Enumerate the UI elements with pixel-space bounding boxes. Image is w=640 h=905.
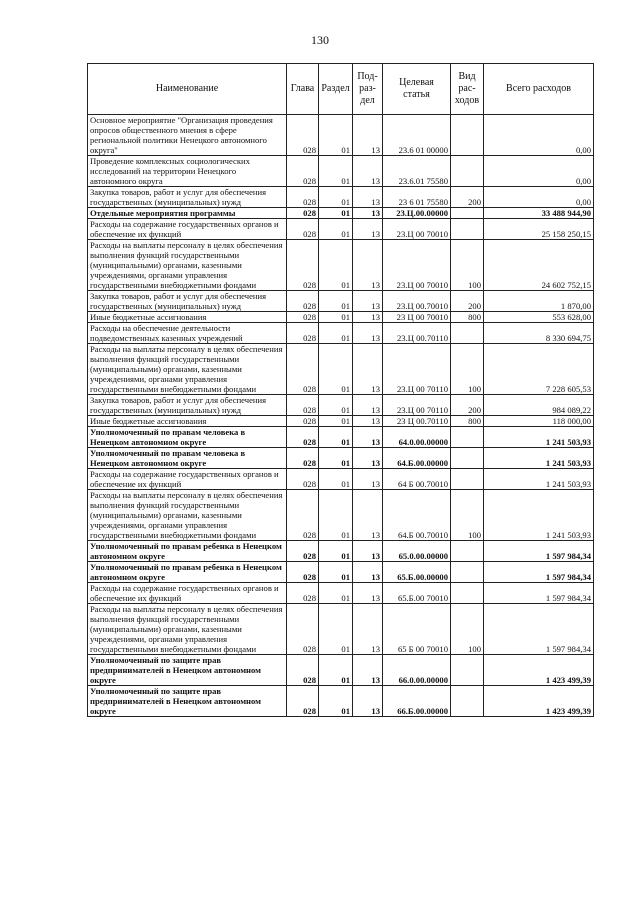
cell-vid	[451, 219, 484, 240]
cell-name: Расходы на выплаты персоналу в целях обеспечения выполнения функций государственными (муниципальными) органами, казенными учреждениями, органами управления государственными внебюджетными фондами	[88, 490, 287, 541]
cell-target: 23.Ц 00.70110	[383, 323, 451, 344]
cell-glava: 028	[287, 156, 319, 187]
cell-name: Уполномоченный по правам человека в Ненецком автономном округе	[88, 448, 287, 469]
cell-target: 64 Б 00.70010	[383, 469, 451, 490]
cell-razdel: 01	[319, 562, 353, 583]
table-row	[88, 291, 594, 312]
cell-razdel: 01	[319, 490, 353, 541]
table-row	[88, 312, 594, 323]
cell-total: 118 000,00	[484, 416, 594, 427]
cell-razdel: 01	[319, 208, 353, 219]
cell-glava: 028	[287, 323, 319, 344]
cell-name: Уполномоченный по защите прав предпринимателей в Ненецком автономном округе	[88, 686, 287, 717]
cell-total: 1 241 503,93	[484, 490, 594, 541]
cell-total: 24 602 752,15	[484, 240, 594, 291]
cell-name: Уполномоченный по правам ребенка в Ненецком автономном округе	[88, 541, 287, 562]
cell-vid	[451, 469, 484, 490]
table-header-row	[88, 64, 594, 115]
cell-razdel: 01	[319, 219, 353, 240]
cell-vid	[451, 115, 484, 156]
cell-total: 1 597 984,34	[484, 562, 594, 583]
cell-total: 984 089,22	[484, 395, 594, 416]
cell-total: 553 628,00	[484, 312, 594, 323]
cell-name: Уполномоченный по правам человека в Ненецком автономном округе	[88, 427, 287, 448]
table-row	[88, 395, 594, 416]
table-row	[88, 604, 594, 655]
cell-vid: 100	[451, 490, 484, 541]
cell-target: 64.0.00.00000	[383, 427, 451, 448]
header-glava: Глава	[287, 64, 319, 115]
cell-total: 1 597 984,34	[484, 583, 594, 604]
cell-name: Иные бюджетные ассигнования	[88, 312, 287, 323]
cell-target: 64.Б 00.70010	[383, 490, 451, 541]
cell-glava: 028	[287, 240, 319, 291]
cell-target: 23 6 01 75580	[383, 187, 451, 208]
cell-vid	[451, 208, 484, 219]
cell-razdel: 01	[319, 469, 353, 490]
cell-podrazdel: 13	[353, 219, 383, 240]
cell-total: 1 597 984,34	[484, 541, 594, 562]
table-body	[88, 115, 594, 717]
cell-name: Основное мероприятие "Организация проведения опросов общественного мнения в сфере региональной политики Ненецкого автономного округа"	[88, 115, 287, 156]
cell-total: 1 241 503,93	[484, 469, 594, 490]
cell-vid	[451, 323, 484, 344]
cell-vid	[451, 541, 484, 562]
cell-name: Расходы на обеспечение деятельности подведомственных казенных учреждений	[88, 323, 287, 344]
cell-name: Закупка товаров, работ и услуг для обеспечения государственных (муниципальных) нужд	[88, 395, 287, 416]
cell-vid: 800	[451, 312, 484, 323]
cell-vid	[451, 156, 484, 187]
cell-name: Иные бюджетные ассигнования	[88, 416, 287, 427]
cell-name: Проведение комплексных социологических исследований на территории Ненецкого автономного округа	[88, 156, 287, 187]
cell-total: 33 488 944,90	[484, 208, 594, 219]
header-total: Всего расходов	[484, 64, 594, 115]
cell-total: 1 241 503,93	[484, 427, 594, 448]
cell-glava: 028	[287, 448, 319, 469]
table-row	[88, 240, 594, 291]
cell-name: Расходы на содержание государственных органов и обеспечение их функций	[88, 219, 287, 240]
cell-razdel: 01	[319, 686, 353, 717]
table-row	[88, 187, 594, 208]
cell-razdel: 01	[319, 312, 353, 323]
cell-total: 0,00	[484, 187, 594, 208]
cell-glava: 028	[287, 583, 319, 604]
cell-target: 23.Ц 00 70110	[383, 395, 451, 416]
cell-razdel: 01	[319, 541, 353, 562]
cell-total: 0,00	[484, 115, 594, 156]
cell-podrazdel: 13	[353, 115, 383, 156]
cell-target: 23.Ц 00 70110	[383, 344, 451, 395]
cell-razdel: 01	[319, 604, 353, 655]
cell-vid: 200	[451, 291, 484, 312]
cell-podrazdel: 13	[353, 240, 383, 291]
cell-podrazdel: 13	[353, 604, 383, 655]
cell-total: 1 241 503,93	[484, 448, 594, 469]
cell-total: 0,00	[484, 156, 594, 187]
cell-glava: 028	[287, 416, 319, 427]
cell-target: 23.Ц 00 70010	[383, 240, 451, 291]
table-row	[88, 686, 594, 717]
cell-vid	[451, 448, 484, 469]
cell-glava: 028	[287, 469, 319, 490]
cell-total: 1 423 499,39	[484, 686, 594, 717]
cell-vid: 100	[451, 240, 484, 291]
cell-podrazdel: 13	[353, 208, 383, 219]
cell-name: Расходы на выплаты персоналу в целях обеспечения выполнения функций государственными (муниципальными) органами, казенными учреждениями, органами управления государственными внебюджетными фондами	[88, 604, 287, 655]
table-row	[88, 655, 594, 686]
cell-glava: 028	[287, 541, 319, 562]
cell-razdel: 01	[319, 240, 353, 291]
cell-razdel: 01	[319, 416, 353, 427]
cell-target: 65.0.00.00000	[383, 541, 451, 562]
cell-glava: 028	[287, 312, 319, 323]
cell-target: 65.Б.00.00000	[383, 562, 451, 583]
cell-glava: 028	[287, 208, 319, 219]
cell-glava: 028	[287, 562, 319, 583]
cell-target: 64.Б.00.00000	[383, 448, 451, 469]
cell-target: 23.6 01 00000	[383, 115, 451, 156]
cell-podrazdel: 13	[353, 416, 383, 427]
cell-target: 66.Б.00.00000	[383, 686, 451, 717]
table-row	[88, 562, 594, 583]
header-target: Целевая статья	[383, 64, 451, 115]
cell-razdel: 01	[319, 655, 353, 686]
cell-podrazdel: 13	[353, 187, 383, 208]
table-row	[88, 541, 594, 562]
table-row	[88, 115, 594, 156]
cell-target: 65 Б 00 70010	[383, 604, 451, 655]
cell-vid	[451, 686, 484, 717]
cell-podrazdel: 13	[353, 312, 383, 323]
cell-razdel: 01	[319, 583, 353, 604]
cell-glava: 028	[287, 219, 319, 240]
cell-razdel: 01	[319, 187, 353, 208]
cell-podrazdel: 13	[353, 655, 383, 686]
cell-razdel: 01	[319, 323, 353, 344]
cell-podrazdel: 13	[353, 686, 383, 717]
header-podrazdel: Под-раз-дел	[353, 64, 383, 115]
cell-podrazdel: 13	[353, 562, 383, 583]
cell-glava: 028	[287, 115, 319, 156]
cell-total: 1 870,00	[484, 291, 594, 312]
table-row	[88, 156, 594, 187]
cell-podrazdel: 13	[353, 291, 383, 312]
cell-total: 8 330 694,75	[484, 323, 594, 344]
cell-target: 23.Ц 00 70010	[383, 219, 451, 240]
cell-podrazdel: 13	[353, 583, 383, 604]
cell-podrazdel: 13	[353, 541, 383, 562]
cell-glava: 028	[287, 655, 319, 686]
cell-name: Расходы на содержание государственных органов и обеспечение их функций	[88, 469, 287, 490]
cell-podrazdel: 13	[353, 448, 383, 469]
cell-podrazdel: 13	[353, 344, 383, 395]
cell-target: 23.6.01 75580	[383, 156, 451, 187]
cell-target: 23.Ц.00.00000	[383, 208, 451, 219]
cell-name: Закупка товаров, работ и услуг для обеспечения государственных (муниципальных) нужд	[88, 291, 287, 312]
cell-target: 23 Ц 00.70110	[383, 416, 451, 427]
cell-name: Закупка товаров, работ и услуг для обеспечения государственных (муниципальных) нужд	[88, 187, 287, 208]
cell-target: 23.Ц 00.70010	[383, 291, 451, 312]
header-razdel: Раздел	[319, 64, 353, 115]
cell-vid	[451, 427, 484, 448]
header-vid: Вид рас-ходов	[451, 64, 484, 115]
table-row	[88, 344, 594, 395]
page-number: 130	[311, 33, 329, 47]
cell-podrazdel: 13	[353, 469, 383, 490]
table-row	[88, 490, 594, 541]
cell-vid: 100	[451, 604, 484, 655]
table-row	[88, 469, 594, 490]
cell-razdel: 01	[319, 156, 353, 187]
cell-razdel: 01	[319, 344, 353, 395]
cell-vid	[451, 655, 484, 686]
cell-target: 66.0.00.00000	[383, 655, 451, 686]
cell-name: Расходы на содержание государственных органов и обеспечение их функций	[88, 583, 287, 604]
cell-total: 1 597 984,34	[484, 604, 594, 655]
cell-podrazdel: 13	[353, 395, 383, 416]
cell-podrazdel: 13	[353, 427, 383, 448]
cell-glava: 028	[287, 427, 319, 448]
cell-podrazdel: 13	[353, 156, 383, 187]
cell-glava: 028	[287, 604, 319, 655]
cell-vid	[451, 583, 484, 604]
cell-vid: 200	[451, 395, 484, 416]
table-row	[88, 219, 594, 240]
cell-glava: 028	[287, 490, 319, 541]
table-row	[88, 583, 594, 604]
cell-name: Расходы на выплаты персоналу в целях обеспечения выполнения функций государственными (муниципальными) органами, казенными учреждениями, органами управления государственными внебюджетными фондами	[88, 240, 287, 291]
cell-glava: 028	[287, 395, 319, 416]
cell-razdel: 01	[319, 115, 353, 156]
cell-name: Расходы на выплаты персоналу в целях обеспечения выполнения функций государственными (муниципальными) органами, казенными учреждениями, органами управления государственными внебюджетными фондами	[88, 344, 287, 395]
cell-glava: 028	[287, 291, 319, 312]
cell-glava: 028	[287, 344, 319, 395]
cell-target: 65.Б.00 70010	[383, 583, 451, 604]
cell-vid: 100	[451, 344, 484, 395]
cell-target: 23 Ц 00 70010	[383, 312, 451, 323]
table-row	[88, 448, 594, 469]
cell-glava: 028	[287, 187, 319, 208]
cell-razdel: 01	[319, 448, 353, 469]
cell-glava: 028	[287, 686, 319, 717]
cell-vid: 200	[451, 187, 484, 208]
cell-name: Уполномоченный по защите прав предпринимателей в Ненецком автономном округе	[88, 655, 287, 686]
cell-podrazdel: 13	[353, 490, 383, 541]
cell-razdel: 01	[319, 427, 353, 448]
expenditure-table	[87, 63, 594, 717]
cell-name: Отдельные мероприятия программы	[88, 208, 287, 219]
header-name: Наименование	[88, 64, 287, 115]
cell-total: 1 423 499,39	[484, 655, 594, 686]
cell-razdel: 01	[319, 291, 353, 312]
cell-total: 7 228 605,53	[484, 344, 594, 395]
table-row	[88, 323, 594, 344]
cell-razdel: 01	[319, 395, 353, 416]
cell-vid: 800	[451, 416, 484, 427]
cell-name: Уполномоченный по правам ребенка в Ненецком автономном округе	[88, 562, 287, 583]
table-row	[88, 416, 594, 427]
table-row	[88, 208, 594, 219]
cell-podrazdel: 13	[353, 323, 383, 344]
cell-vid	[451, 562, 484, 583]
table-row	[88, 427, 594, 448]
cell-total: 25 158 250,15	[484, 219, 594, 240]
